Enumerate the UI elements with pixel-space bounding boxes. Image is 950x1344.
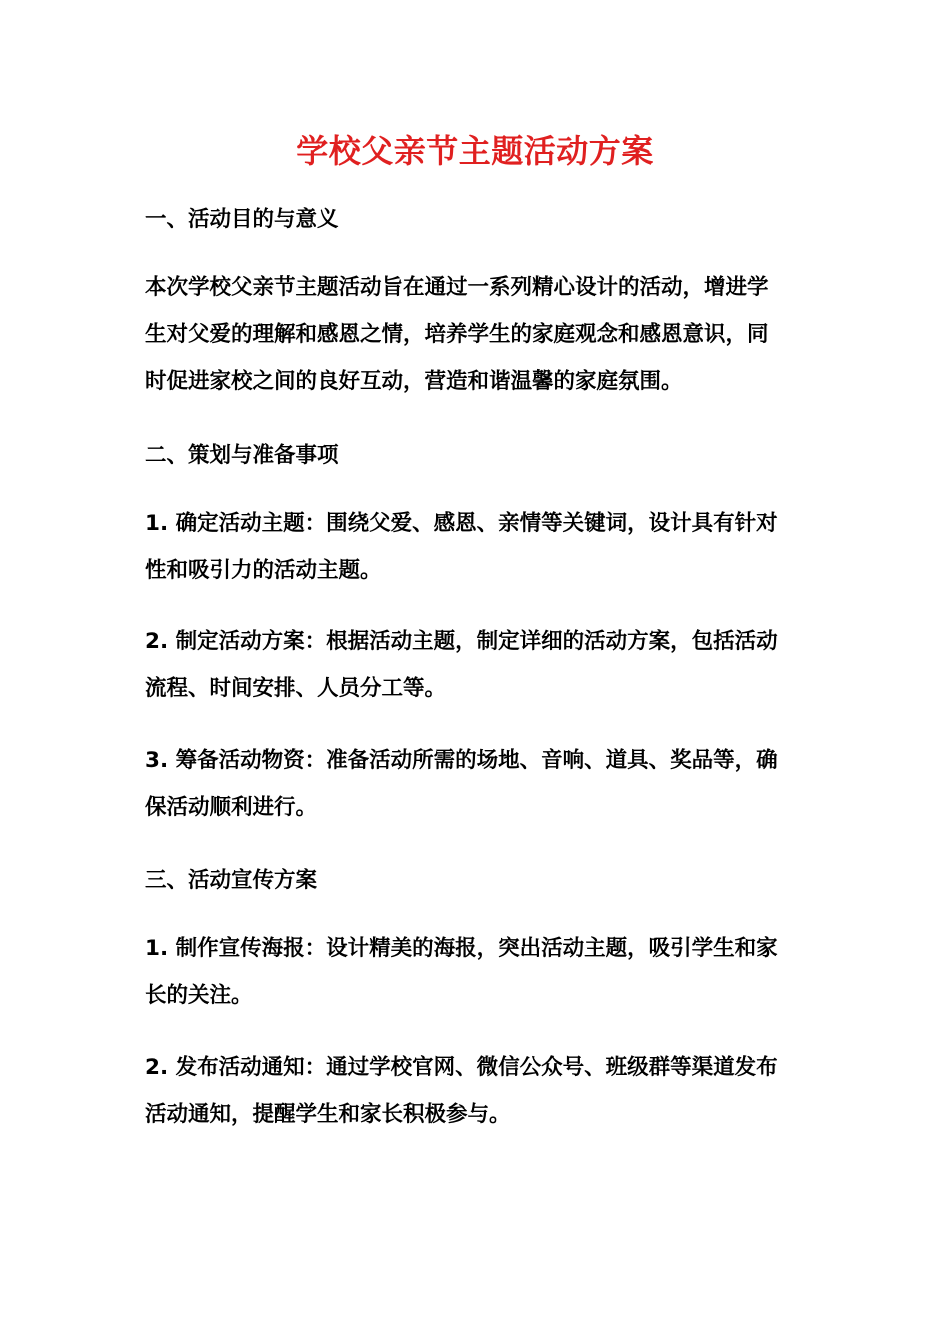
- section-3-heading: [145, 857, 805, 904]
- section-1-paragraph: [145, 264, 805, 405]
- item-line: 保活动顺利进行。: [145, 795, 318, 820]
- paragraph-line: 时促进家校之间的良好互动，营造和谐温馨的家庭氛围。: [145, 369, 683, 394]
- item-line: 活动通知，提醒学生和家长积极参与。: [145, 1102, 511, 1127]
- item-line: 性和吸引力的活动主题。: [145, 558, 382, 583]
- document-title: 学校父亲节主题活动方案: [296, 132, 654, 170]
- item-line: 长的关注。: [145, 983, 253, 1008]
- item-line: 流程、时间安排、人员分工等。: [145, 676, 447, 701]
- section-2-item-2: [145, 618, 805, 712]
- item-line: 3. 筹备活动物资：准备活动所需的场地、音响、道具、奖品等，确: [145, 748, 778, 773]
- section-2-heading-text: 二、策划与准备事项: [145, 443, 339, 468]
- section-2-heading: [145, 432, 805, 479]
- item-line: 2. 发布活动通知：通过学校官网、微信公众号、班级群等渠道发布: [145, 1055, 778, 1080]
- item-line: 1. 确定活动主题：围绕父爱、感恩、亲情等关键词，设计具有针对: [145, 511, 778, 536]
- section-1-heading: [145, 196, 805, 243]
- item-line: 1. 制作宣传海报：设计精美的海报，突出活动主题，吸引学生和家: [145, 936, 778, 961]
- item-line: 2. 制定活动方案：根据活动主题，制定详细的活动方案，包括活动: [145, 629, 778, 654]
- section-3-item-2: [145, 1044, 805, 1138]
- section-1-heading-text: 一、活动目的与意义: [145, 207, 339, 232]
- paragraph-line: 本次学校父亲节主题活动旨在通过一系列精心设计的活动，增进学: [145, 275, 769, 300]
- paragraph-line: 生对父爱的理解和感恩之情，培养学生的家庭观念和感恩意识，同: [145, 322, 769, 347]
- section-3-heading-text: 三、活动宣传方案: [145, 868, 318, 893]
- section-3-item-1: [145, 925, 805, 1019]
- section-2-item-3: [145, 737, 805, 831]
- section-2-item-1: [145, 500, 805, 594]
